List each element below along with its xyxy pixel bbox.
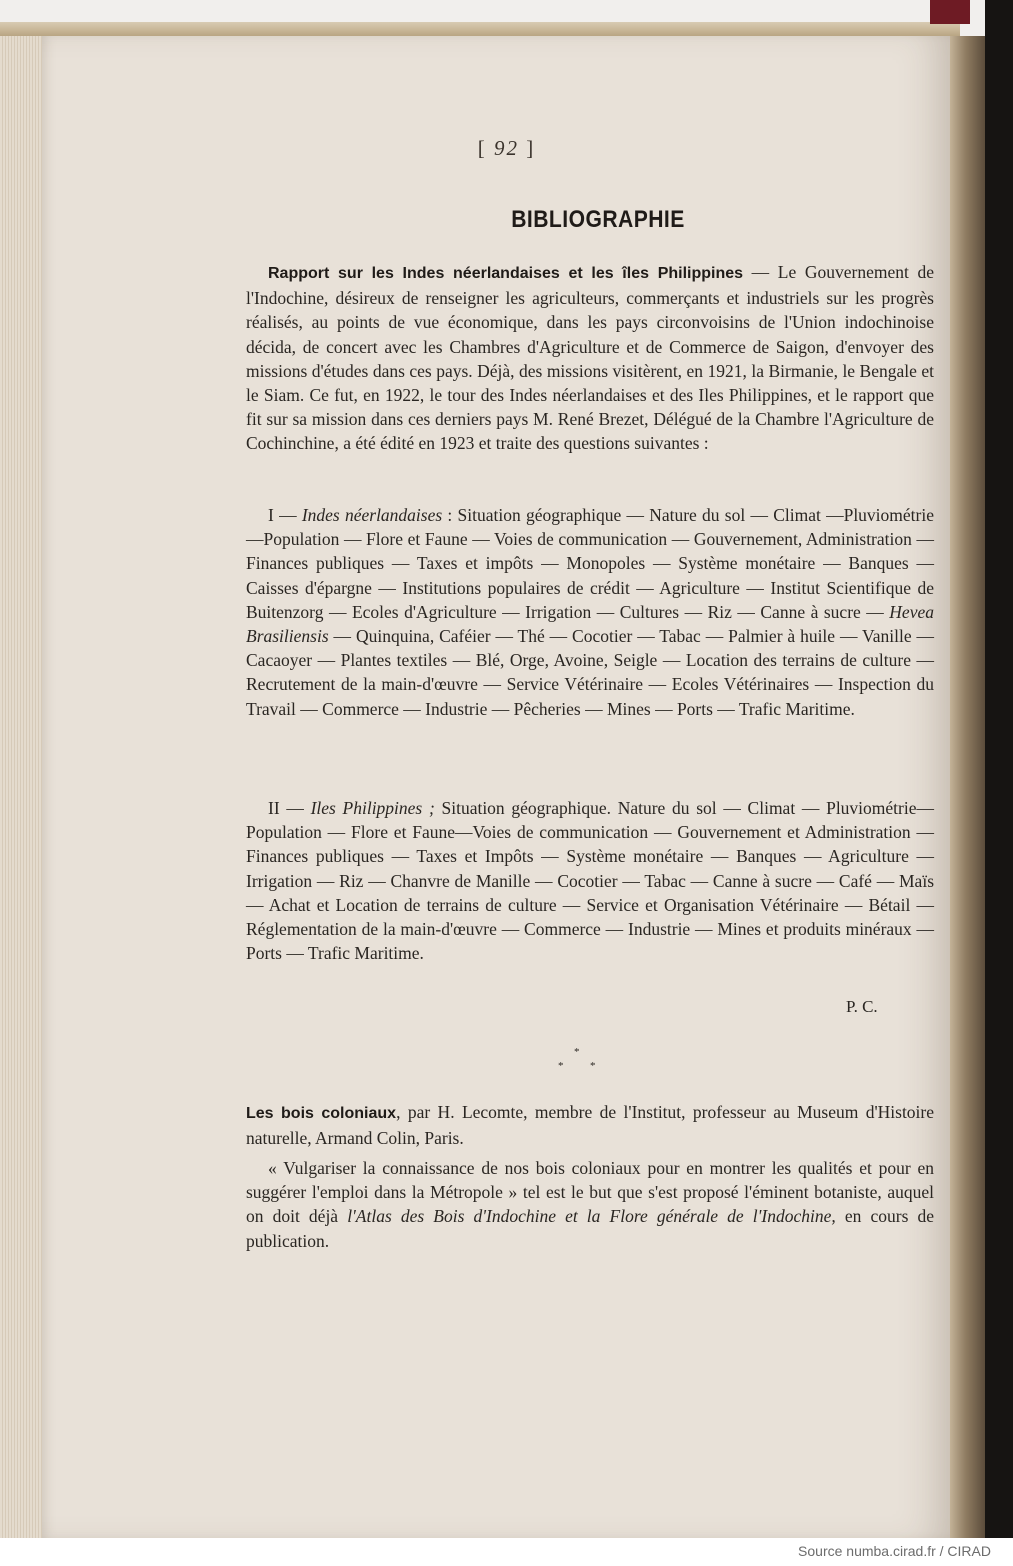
review-1-title: Rapport sur les Indes néerlandaises et les îles Philippines	[268, 265, 744, 282]
hevea-name: Hevea Brasiliensis	[246, 601, 934, 647]
separator-star: *	[558, 1060, 564, 1072]
source-credit: Source numba.cirad.fr / CIRAD	[798, 1543, 991, 1559]
review-1-signature: P. C.	[846, 997, 878, 1016]
atlas-title: l'Atlas des Bois d'Indochine et la Flore générale de l'Indochine,	[347, 1206, 836, 1227]
review-1-intro: Rapport sur les Indes néerlandaises et les îles Philippines — Le Gouvernement de l'Indochine, désireux de renseigner les agriculteurs, commerçants et industriels sur les progrès réalisés, au points de vue économique, dans les pays circonvoisins de l'Union indochinoise décida, de concert avec les Chambres d'Agriculture et de Commerce de Saigon, d'envoyer des missions d'études dans ces pays. Déjà, des missions visitèrent, en 1921, la Birmanie, le Bengale et le Siam. Ce fut, en 1922, le tour des Indes néerlandaises et des Iles Philippines, et le rapport que fit sur sa mission dans ces derniers pays M. René Brezet, Délégué de la Chambre l'Agriculture de Cochinchine, a été édité en 1923 et traite des questions suivantes :	[246, 262, 935, 454]
part-2-name: Iles Philippines ;	[310, 798, 435, 818]
page-stack-right-edge	[950, 36, 985, 1538]
review-1-part-2: II — Iles Philippines ; Situation géographique. Nature du sol — Climat — Pluviométrie—Population — Flore et Faune—Voies de communication — Gouvernement et Administration — Finances publiques — Taxes et Impôts — Système monétaire — Banques — Agriculture — Irrigation — Riz — Chanvre de Manille — Cocotier — Tabac — Canne à sucre — Café — Maïs — Achat et Location de terrains de culture — Service et Organisation Vétérinaire — Bétail — Réglementation de la main-d'œuvre — Commerce — Industrie — Mines et produits minéraux — Ports — Trafic Maritime.	[246, 798, 934, 964]
section-heading: BIBLIOGRAPHIE	[511, 206, 685, 233]
separator-star: *	[574, 1046, 580, 1058]
section-separator	[550, 1046, 610, 1076]
review-2-title: Les bois coloniaux	[246, 1105, 397, 1122]
page-number: [ 92 ]	[477, 136, 536, 160]
binding-ribbon	[930, 0, 970, 24]
book-spine-left	[0, 30, 42, 1538]
footer-bar	[0, 1538, 1013, 1566]
review-2-body: « Vulgariser la connaissance de nos bois coloniaux pour en montrer les qualités et pour en suggérer l'emploi dans la Métropole » tel est le but que s'est proposé l'éminent botaniste, auquel on doit déjà l'Atlas des Bois d'Indochine et la Flore générale de l'Indochine, en cours de publication.	[246, 1158, 934, 1251]
part-1-name: Indes néerlandaises	[301, 505, 443, 525]
review-1-part-1: I — Indes néerlandaises : Situation géographique — Nature du sol — Climat —Pluviométrie —Population — Flore et Faune — Voies de communication — Gouvernement, Administration — Finances publiques — Taxes et impôts — Monopoles — Système monétaire — Banques — Caisses d'épargne — Institutions populaires de crédit — Agriculture — Institut Scientifique de Buitenzorg — Ecoles d'Agriculture — Irrigation — Cultures — Riz — Canne à sucre — Hevea Brasiliensis — Quinquina, Caféier — Thé — Cocotier — Tabac — Palmier à huile — Vanille — Cacaoyer — Plantes textiles — Blé, Orge, Avoine, Seigle — Location des terrains de culture — Recrutement de la main-d'œuvre — Service Vétérinaire — Ecoles Vétérinaires — Inspection du Travail — Commerce — Industrie — Pêcheries — Mines — Ports — Trafic Maritime.	[246, 505, 934, 719]
review-2-citation: Les bois coloniaux, par H. Lecomte, membre de l'Institut, professeur au Museum d'Histoire naturelle, Armand Colin, Paris.	[246, 1102, 935, 1149]
separator-star: *	[590, 1060, 596, 1072]
page-stack-top-edge	[0, 22, 960, 36]
